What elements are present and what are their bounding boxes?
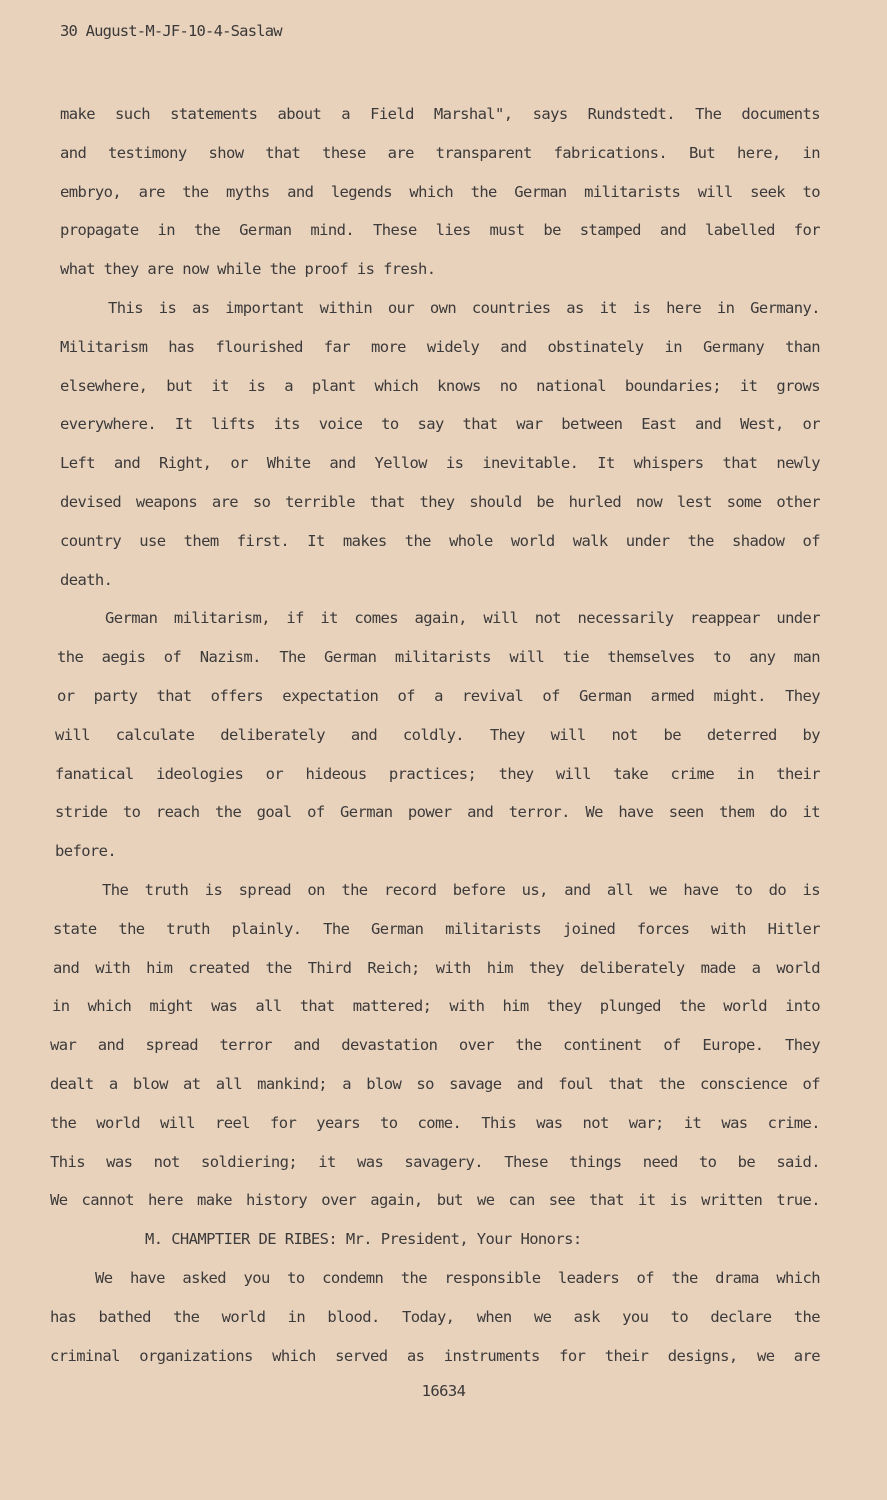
text-line: dealt a blow at all mankind; a blow so savage and foul that the conscience of: [50, 1074, 820, 1093]
text-line: fanatical ideologies or hideous practices; they will take crime in their: [55, 764, 820, 783]
text-line: and testimony show that these are transparent fabrications. But here, in: [60, 143, 820, 162]
text-line: before.: [55, 842, 117, 861]
text-line: We cannot here make history over again, but we can see that it is written true.: [50, 1191, 820, 1210]
text-line: Left and Right, or White and Yellow is inevitable. It whispers that newly: [60, 454, 820, 473]
text-line: has bathed the world in blood. Today, when we ask you to declare the: [50, 1307, 820, 1326]
speaker-line: M. CHAMPTIER DE RIBES: Mr. President, Your Honors:: [145, 1230, 582, 1249]
text-line: We have asked you to condemn the responsible leaders of the drama which: [95, 1268, 820, 1287]
text-line: The truth is spread on the record before us, and all we have to do is: [102, 880, 820, 899]
text-line: and with him created the Third Reich; with him they deliberately made a world: [53, 958, 820, 977]
text-line: devised weapons are so terrible that they should be hurled now lest some other: [60, 492, 820, 511]
text-line: death.: [60, 570, 113, 589]
text-line: or party that offers expectation of a revival of German armed might. They: [57, 686, 820, 705]
body-text: [50, 95, 820, 1375]
text-line: state the truth plainly. The German militarists joined forces with Hitler: [53, 919, 820, 938]
text-line: everywhere. It lifts its voice to say that war between East and West, or: [60, 415, 820, 434]
page-header: 30 August-M-JF-10-4-Saslaw: [60, 22, 282, 40]
text-line: This is as important within our own countries as it is here in Germany.: [108, 298, 820, 317]
text-line: in which might was all that mattered; with him they plunged the world into: [52, 997, 820, 1016]
text-line: This was not soldiering; it was savagery. These things need to be said.: [50, 1152, 820, 1171]
text-line: the aegis of Nazism. The German militarists will tie themselves to any man: [57, 648, 820, 667]
text-line: criminal organizations which served as instruments for their designs, we are: [50, 1346, 820, 1365]
text-line: stride to reach the goal of German power and terror. We have seen them do it: [55, 803, 820, 822]
page-number: 16634: [421, 1382, 466, 1400]
text-line: make such statements about a Field Marshal", says Rundstedt. The documents: [60, 105, 820, 123]
text-line: propagate in the German mind. These lies must be stamped and labelled for: [60, 221, 820, 240]
text-line: will calculate deliberately and coldly. They will not be deterred by: [55, 725, 820, 744]
text-line: embryo, are the myths and legends which the German militarists will seek to: [60, 182, 820, 201]
text-line: what they are now while the proof is fresh.: [60, 260, 436, 279]
text-line: war and spread terror and devastation over the continent of Europe. They: [50, 1036, 820, 1055]
text-line: Militarism has flourished far more widely and obstinately in Germany than: [60, 337, 820, 356]
text-line: the world will reel for years to come. This was not war; it was crime.: [50, 1113, 820, 1132]
text-line: country use them first. It makes the whole world walk under the shadow of: [60, 531, 820, 550]
text-line: elsewhere, but it is a plant which knows no national boundaries; it grows: [60, 376, 820, 395]
text-line: German militarism, if it comes again, will not necessarily reappear under: [105, 609, 820, 628]
